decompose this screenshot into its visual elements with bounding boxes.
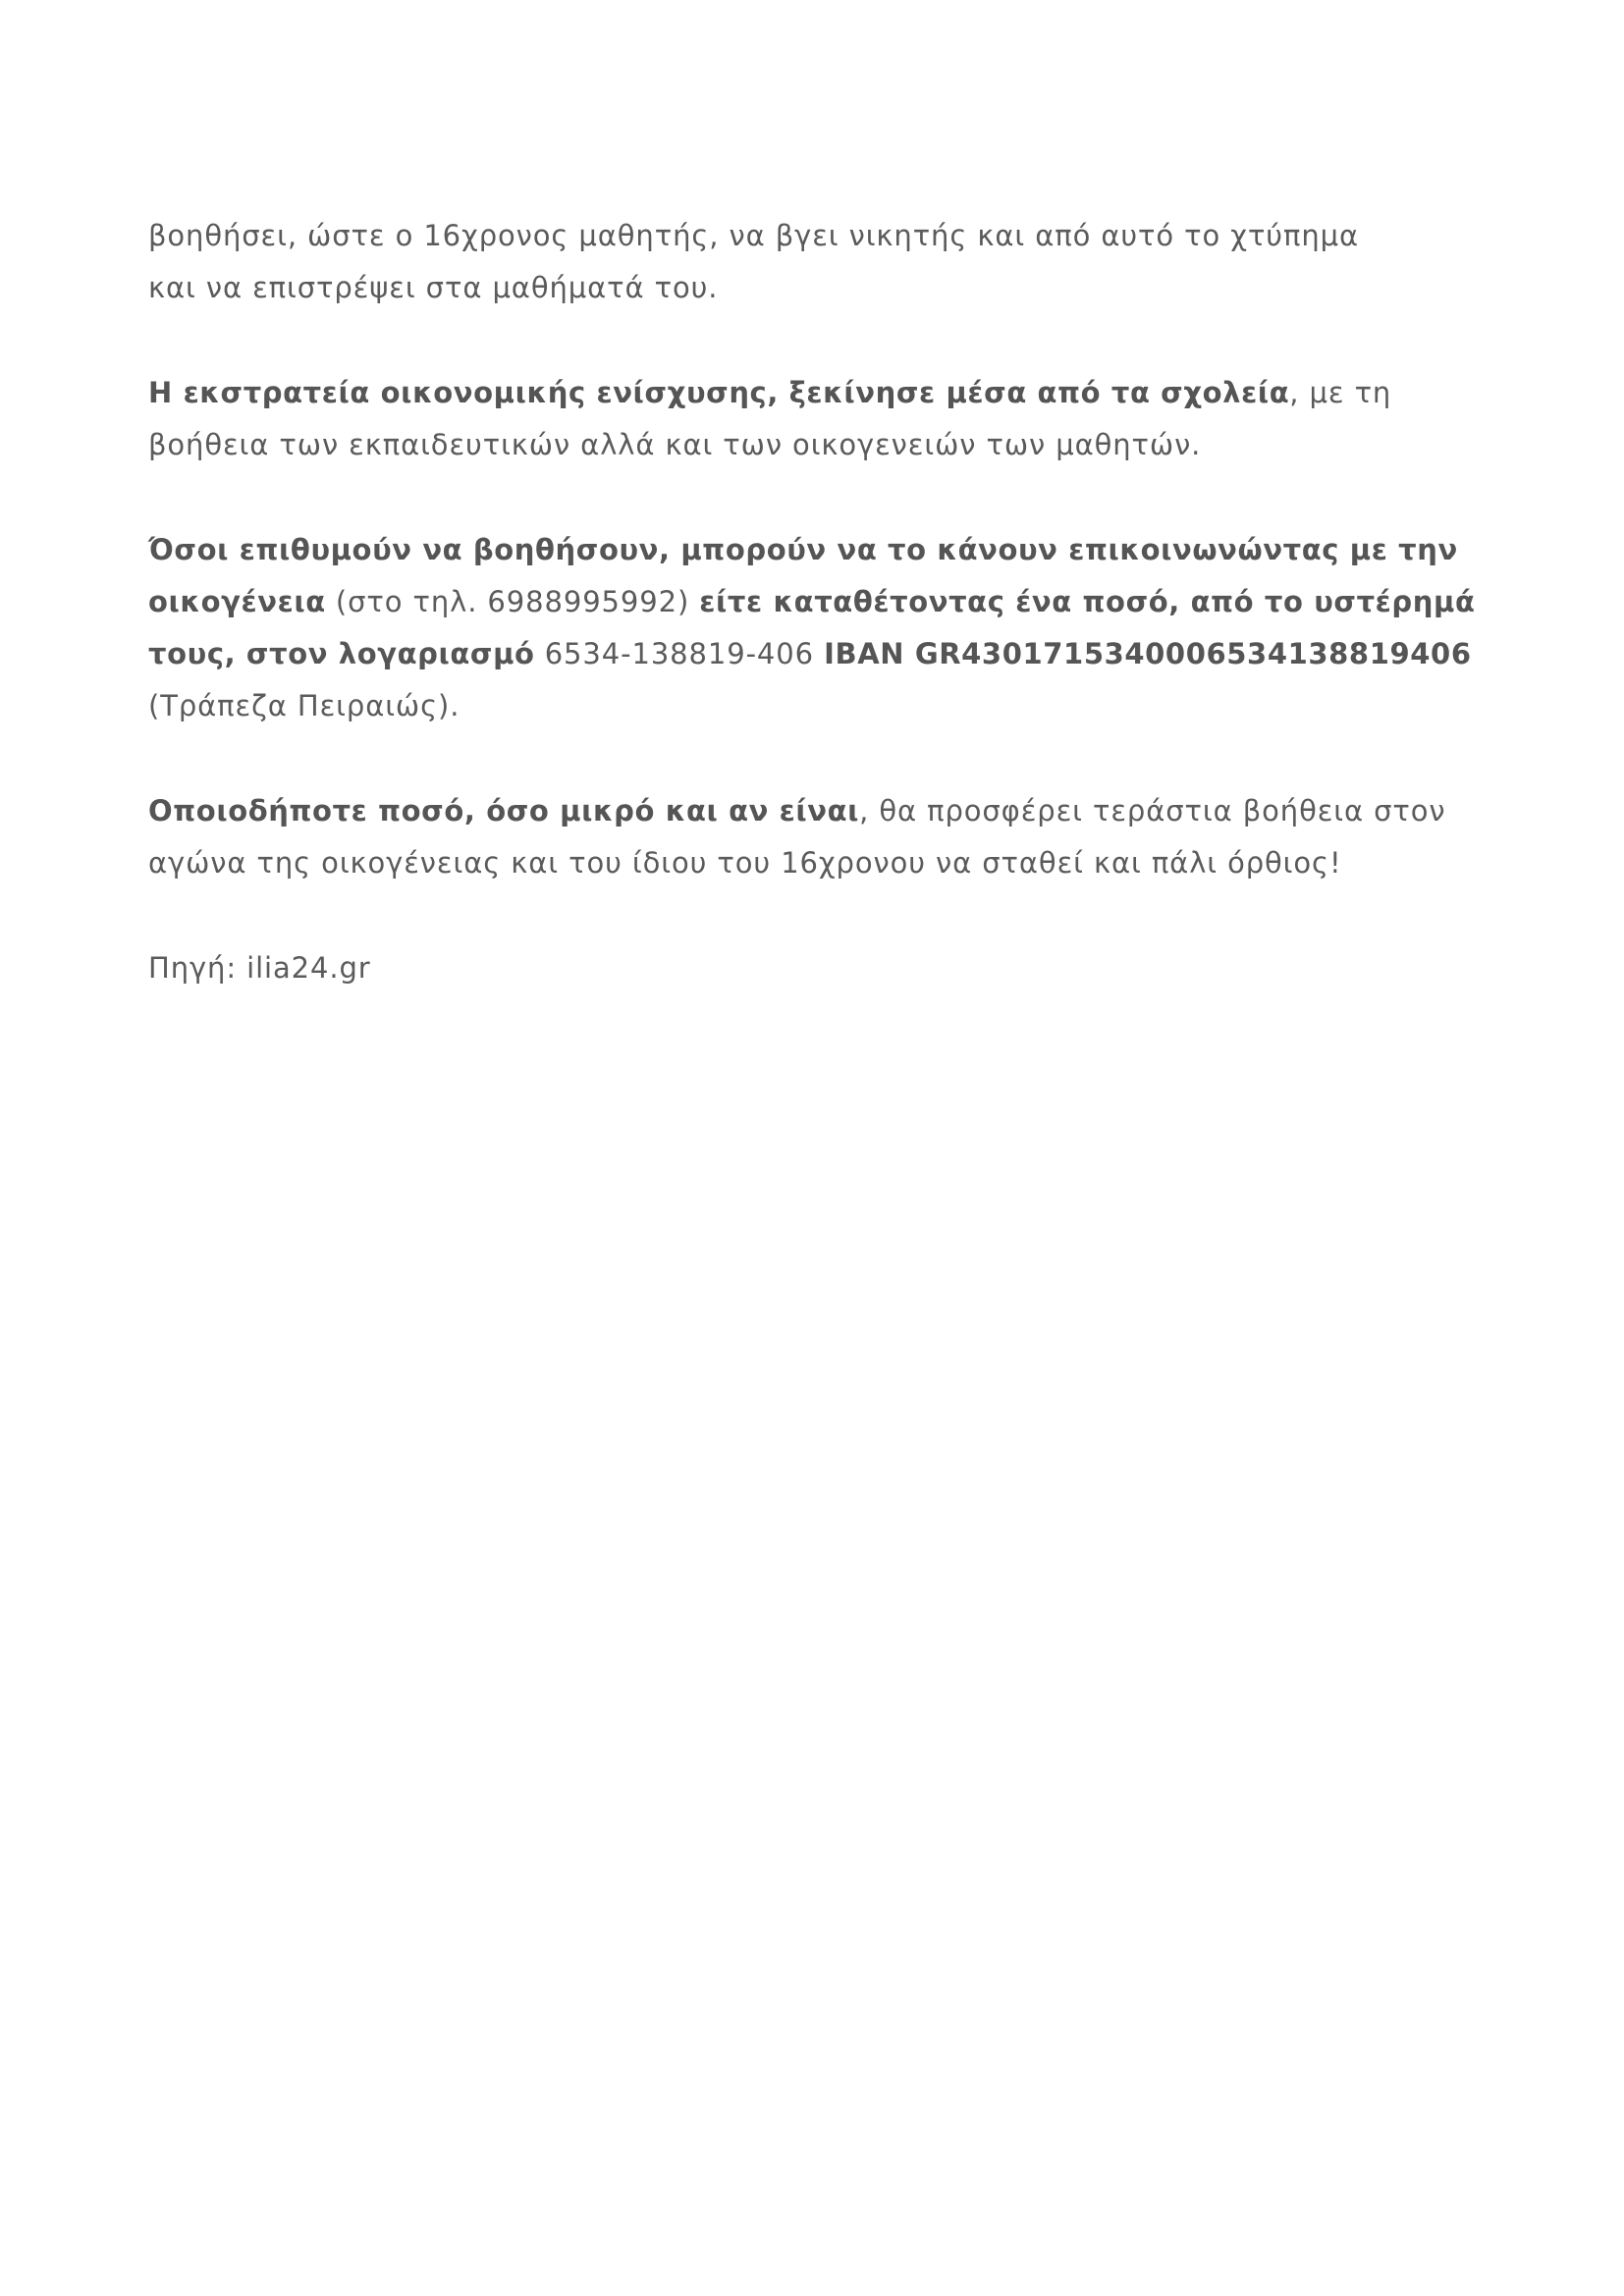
bold-phrase: Όσοι επιθυμούν να βοηθήσουν, μπορούν να το κάνουν επικοινωνώντας με την οικογένεια [148, 533, 1458, 618]
article-body [148, 210, 1493, 1047]
bold-phrase: Οποιοδήποτε ποσό, όσο μικρό και αν είναι [148, 794, 860, 828]
bold-phrase: Η εκστρατεία οικονομικής ενίσχυσης, ξεκίνησε μέσα από τα σχολεία [148, 376, 1290, 409]
source-text: Πηγή: ilia24.gr [148, 951, 371, 985]
account-number-text: 6534-138819-406 [534, 637, 825, 670]
paragraph-continuation [148, 210, 1415, 314]
paragraph-text: , θα προσφέρει τεράστια βοήθεια στον αγώνα της οικογένειας και του ίδιου του 16χρονου να σταθεί και πάλι όρθιος! [148, 794, 1446, 880]
paragraph-appeal [148, 785, 1493, 889]
paragraph-text: βοηθήσει, ώστε ο 16χρονος μαθητής, να βγει νικητής και από αυτό το χτύπημα και να επιστρέψει στα μαθήματά του. [148, 219, 1359, 304]
source-line [148, 942, 1493, 994]
paragraph-text: , με τη βοήθεια των εκπαιδευτικών αλλά και των οικογενειών των μαθητών. [148, 376, 1392, 461]
phone-number-text: (στο τηλ. 6988995992) [325, 585, 700, 618]
iban-text: IBAN GR4301715340006534138819406 [824, 637, 1472, 670]
paragraph-campaign [148, 367, 1464, 471]
bank-name-text: (Τράπεζα Πειραιώς). [148, 689, 460, 722]
bold-phrase: είτε καταθέτοντας ένα ποσό, από το υστέρημά τους, στον λογαριασμό [148, 585, 1476, 670]
paragraph-donation-info [148, 524, 1493, 732]
